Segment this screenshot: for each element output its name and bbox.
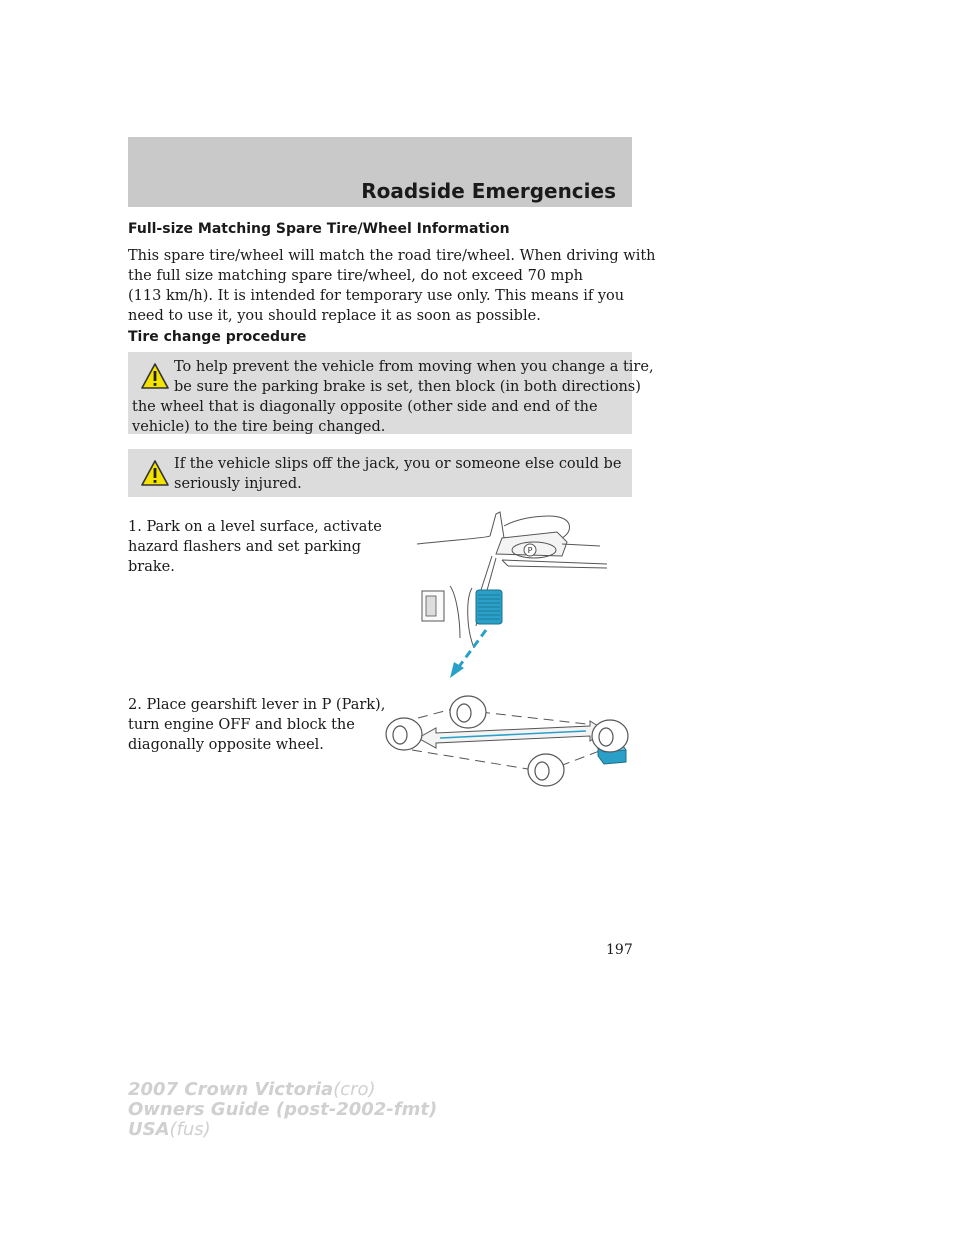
spare-tire-heading: Full-size Matching Spare Tire/Wheel Information [128, 221, 510, 237]
step-line: diagonally opposite wheel. [128, 737, 324, 753]
step-line: hazard flashers and set parking [128, 539, 361, 555]
footer-line [128, 1080, 437, 1100]
warning-line: seriously injured. [174, 476, 302, 492]
footer-line [128, 1100, 437, 1120]
tire-change-heading: Tire change procedure [128, 329, 307, 345]
warning-text [128, 357, 654, 437]
step-line: 1. Park on a level surface, activate [128, 519, 382, 535]
step-line: 2. Place gearshift lever in P (Park), [128, 697, 386, 713]
paragraph-line: need to use it, you should replace it as soon as possible. [128, 308, 541, 324]
footer-model-code: (cro) [333, 1079, 376, 1100]
step-line: brake. [128, 559, 175, 575]
warning-box-parking-brake [128, 352, 654, 435]
footer-guide: Owners Guide (post-2002-fmt) [128, 1099, 438, 1120]
warning-line: To help prevent the vehicle from moving when you change a tire, [174, 359, 654, 375]
paragraph-line: the full size matching spare tire/wheel, do not exceed 70 mph [128, 268, 584, 284]
section-title: Roadside Emergencies [361, 179, 616, 203]
spare-tire-paragraph [128, 246, 656, 326]
paragraph-line: This spare tire/wheel will match the road tire/wheel. When driving with [128, 248, 656, 264]
section-header-band [128, 137, 632, 207]
step-2-text [128, 695, 386, 755]
brake-p-label: P [527, 546, 533, 555]
warning-line: vehicle) to the tire being changed. [132, 419, 386, 435]
warning-line: the wheel that is diagonally opposite (other side and end of the [132, 399, 598, 415]
footer-model: 2007 Crown Victoria [128, 1079, 334, 1100]
document-footer [128, 1080, 437, 1140]
warning-box-jack [128, 449, 632, 497]
warning-text [128, 454, 632, 494]
page-number: 197 [606, 942, 633, 958]
footer-line [128, 1120, 437, 1140]
footer-market-code: (fus) [169, 1119, 211, 1140]
footer-market: USA [128, 1119, 170, 1140]
paragraph-line: (113 km/h). It is intended for temporary use only. This means if you [128, 288, 625, 304]
parking-brake-illustration [412, 508, 612, 683]
diagonal-wheel-block-illustration [384, 690, 638, 794]
step-1-text [128, 517, 382, 577]
warning-line: be sure the parking brake is set, then block (in both directions) [174, 379, 641, 395]
step-line: turn engine OFF and block the [128, 717, 355, 733]
warning-line: If the vehicle slips off the jack, you or someone else could be [174, 456, 622, 472]
